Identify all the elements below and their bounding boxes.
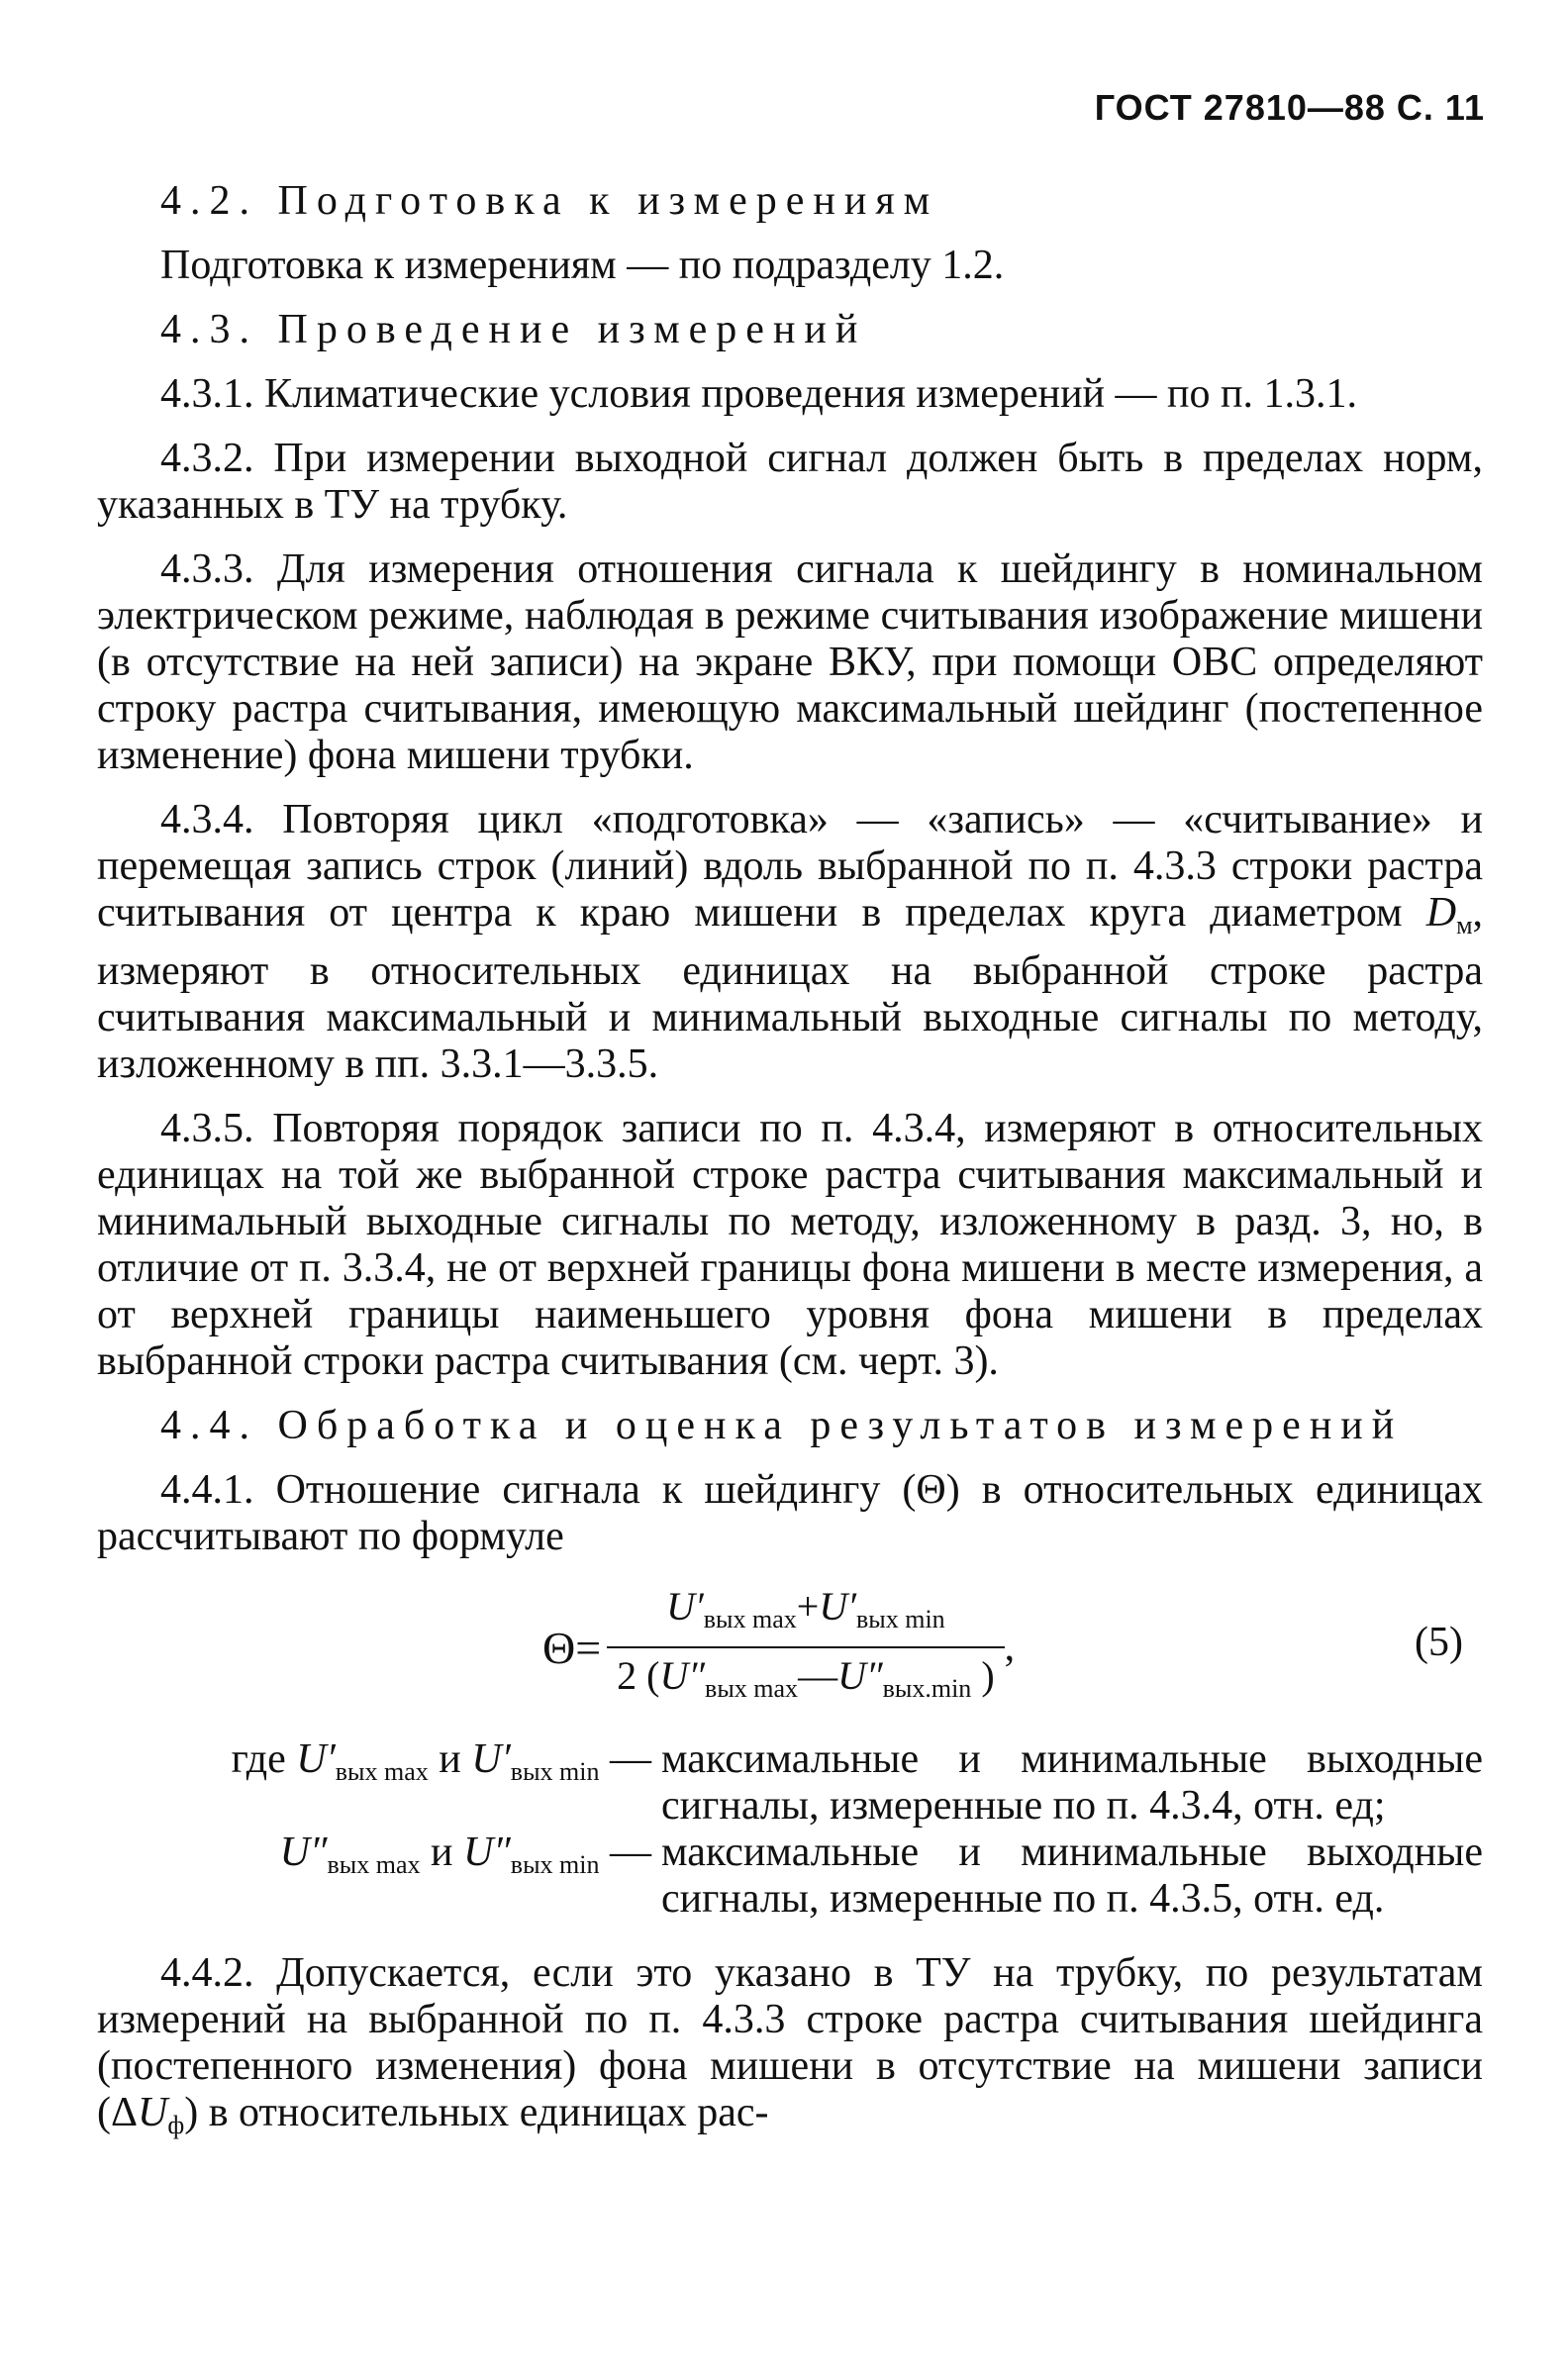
symbol-definitions bbox=[97, 1736, 1483, 1923]
definition-dash: — bbox=[599, 1830, 651, 1875]
equation-number: (5) bbox=[1415, 1620, 1463, 1665]
section-title-4-3: 4.3. Проведение измерений bbox=[160, 307, 867, 352]
subscript-max: вых max bbox=[703, 1605, 797, 1633]
paragraph-4-4-2 bbox=[97, 1950, 1483, 2148]
paragraph-4-3-2: 4.3.2. При измерении выходной сигнал должен быть в пределах норм, указанных в ТУ на трубку. bbox=[97, 436, 1483, 528]
definition-prefix: где bbox=[231, 1736, 297, 1782]
shading-subscript: ф bbox=[167, 2111, 185, 2139]
symbol-u-double-prime: U″ bbox=[462, 1830, 511, 1875]
symbol-u-prime: U′ bbox=[471, 1736, 511, 1782]
paragraph-4-2: Подготовка к измерениям — по подразделу 1.2. bbox=[160, 243, 1005, 288]
fraction-bar bbox=[607, 1646, 1004, 1648]
page-header: ГОСТ 27810—88 С. 11 bbox=[1094, 87, 1485, 128]
subscript-max: вых max bbox=[327, 1850, 421, 1879]
paragraph-4-3-5: 4.3.5. Повторяя порядок записи по п. 4.3.4, измеряют в относительных единицах на той же выбранной строке растра считывания максимальный и минимальный выходные сигналы по методу, изложенному в разд. 3, но, в отличие от п. 3.3.4, не от верхней границы фона мишени в месте измерения, а от верхней границы наименьшего уровня фона мишени в пределах выбранной строки растра считывания (см. черт. 3). bbox=[97, 1106, 1483, 1384]
formula-expression bbox=[542, 1578, 1015, 1717]
paragraph-4-3-4-part-b: , измеряют в относительных единицах на выбранной строке растра считывания максимальный и минимальный выходные сигналы по методу, изложенному в пп. 3.3.1—3.3.5. bbox=[97, 890, 1484, 1087]
paragraph-4-3-4 bbox=[97, 797, 1483, 1088]
formula-comma: , bbox=[1004, 1624, 1016, 1670]
diameter-symbol: D bbox=[1425, 890, 1457, 936]
formula-fraction bbox=[607, 1583, 1004, 1712]
formula-lhs: Θ= bbox=[542, 1622, 602, 1673]
conjunction: и bbox=[420, 1830, 463, 1875]
paragraph-4-4-2-part-b: ) в относительных единицах рас- bbox=[184, 2090, 769, 2135]
denominator-suffix: ) bbox=[971, 1653, 995, 1698]
formula-numerator bbox=[656, 1583, 955, 1642]
section-title-4-4: 4.4. Обработка и оценка результатов измерений bbox=[160, 1403, 1404, 1448]
subscript-min: вых.min bbox=[882, 1674, 972, 1703]
definition-text: максимальные и минимальные выходные сигналы, измеренные по п. 4.3.5, отн. ед. bbox=[661, 1830, 1483, 1922]
formula-5 bbox=[97, 1578, 1483, 1717]
definition-dash: — bbox=[599, 1736, 651, 1782]
symbol-u-prime: U′ bbox=[819, 1584, 856, 1629]
paragraph-4-4-2-part-a: 4.4.2. Допускается, если это указано в ТУ на трубку, по результатам измерений на выбранной по п. 4.3.3 строке растра считывания шейдинга (постепенного изменения) фона мишени в отсутствие на мишени записи (Δ bbox=[97, 1950, 1483, 2135]
document-body bbox=[97, 178, 1483, 2166]
minus-sign: — bbox=[798, 1653, 838, 1698]
symbol-u-prime: U′ bbox=[296, 1736, 336, 1782]
symbol-u-double-prime: U″ bbox=[659, 1653, 706, 1698]
symbol-u-double-prime: U″ bbox=[837, 1653, 883, 1698]
paragraph-4-3-3: 4.3.3. Для измерения отношения сигнала к шейдингу в номинальном электрическом режиме, наблюдая в режиме считывания изображение мишени (в отсутствие на ней записи) на экране ВКУ, при помощи ОВС определяют строку растра считывания, имеющую максимальный шейдинг (постепенное изменение) фона мишени трубки. bbox=[97, 546, 1483, 778]
definition-term bbox=[97, 1736, 651, 1830]
paragraph-4-3-1: 4.3.1. Климатические условия проведения измерений — по п. 1.3.1. bbox=[160, 371, 1357, 417]
definition-term bbox=[97, 1830, 651, 1923]
section-title-4-2: 4.2. Подготовка к измерениям bbox=[160, 178, 939, 224]
shading-symbol: U bbox=[138, 2090, 168, 2135]
symbol-u-prime: U′ bbox=[666, 1584, 704, 1629]
subscript-min: вых min bbox=[510, 1757, 600, 1786]
subscript-min: вых min bbox=[510, 1850, 600, 1879]
symbol-u-double-prime: U″ bbox=[279, 1830, 328, 1875]
paragraph-4-4-1: 4.4.1. Отношение сигнала к шейдингу (Θ) в относительных единицах рассчитывают по формуле bbox=[97, 1467, 1483, 1559]
definition-text: максимальные и минимальные выходные сигналы, измеренные по п. 4.3.4, отн. ед; bbox=[661, 1736, 1483, 1829]
subscript-max: вых max bbox=[335, 1757, 429, 1786]
denominator-prefix: 2 ( bbox=[617, 1653, 660, 1698]
diameter-subscript: м bbox=[1456, 911, 1473, 940]
conjunction: и bbox=[428, 1736, 472, 1782]
formula-denominator bbox=[607, 1652, 1004, 1712]
paragraph-4-3-4-part-a: 4.3.4. Повторяя цикл «подготовка» — «запись» — «считывание» и перемещая запись строк (линий) вдоль выбранной по п. 4.3.3 строки растра считывания от центра к краю мишени в пределах круга диаметром bbox=[97, 797, 1483, 936]
subscript-max: вых max bbox=[705, 1674, 799, 1703]
plus-sign: + bbox=[796, 1584, 820, 1629]
subscript-min: вых min bbox=[855, 1605, 945, 1633]
